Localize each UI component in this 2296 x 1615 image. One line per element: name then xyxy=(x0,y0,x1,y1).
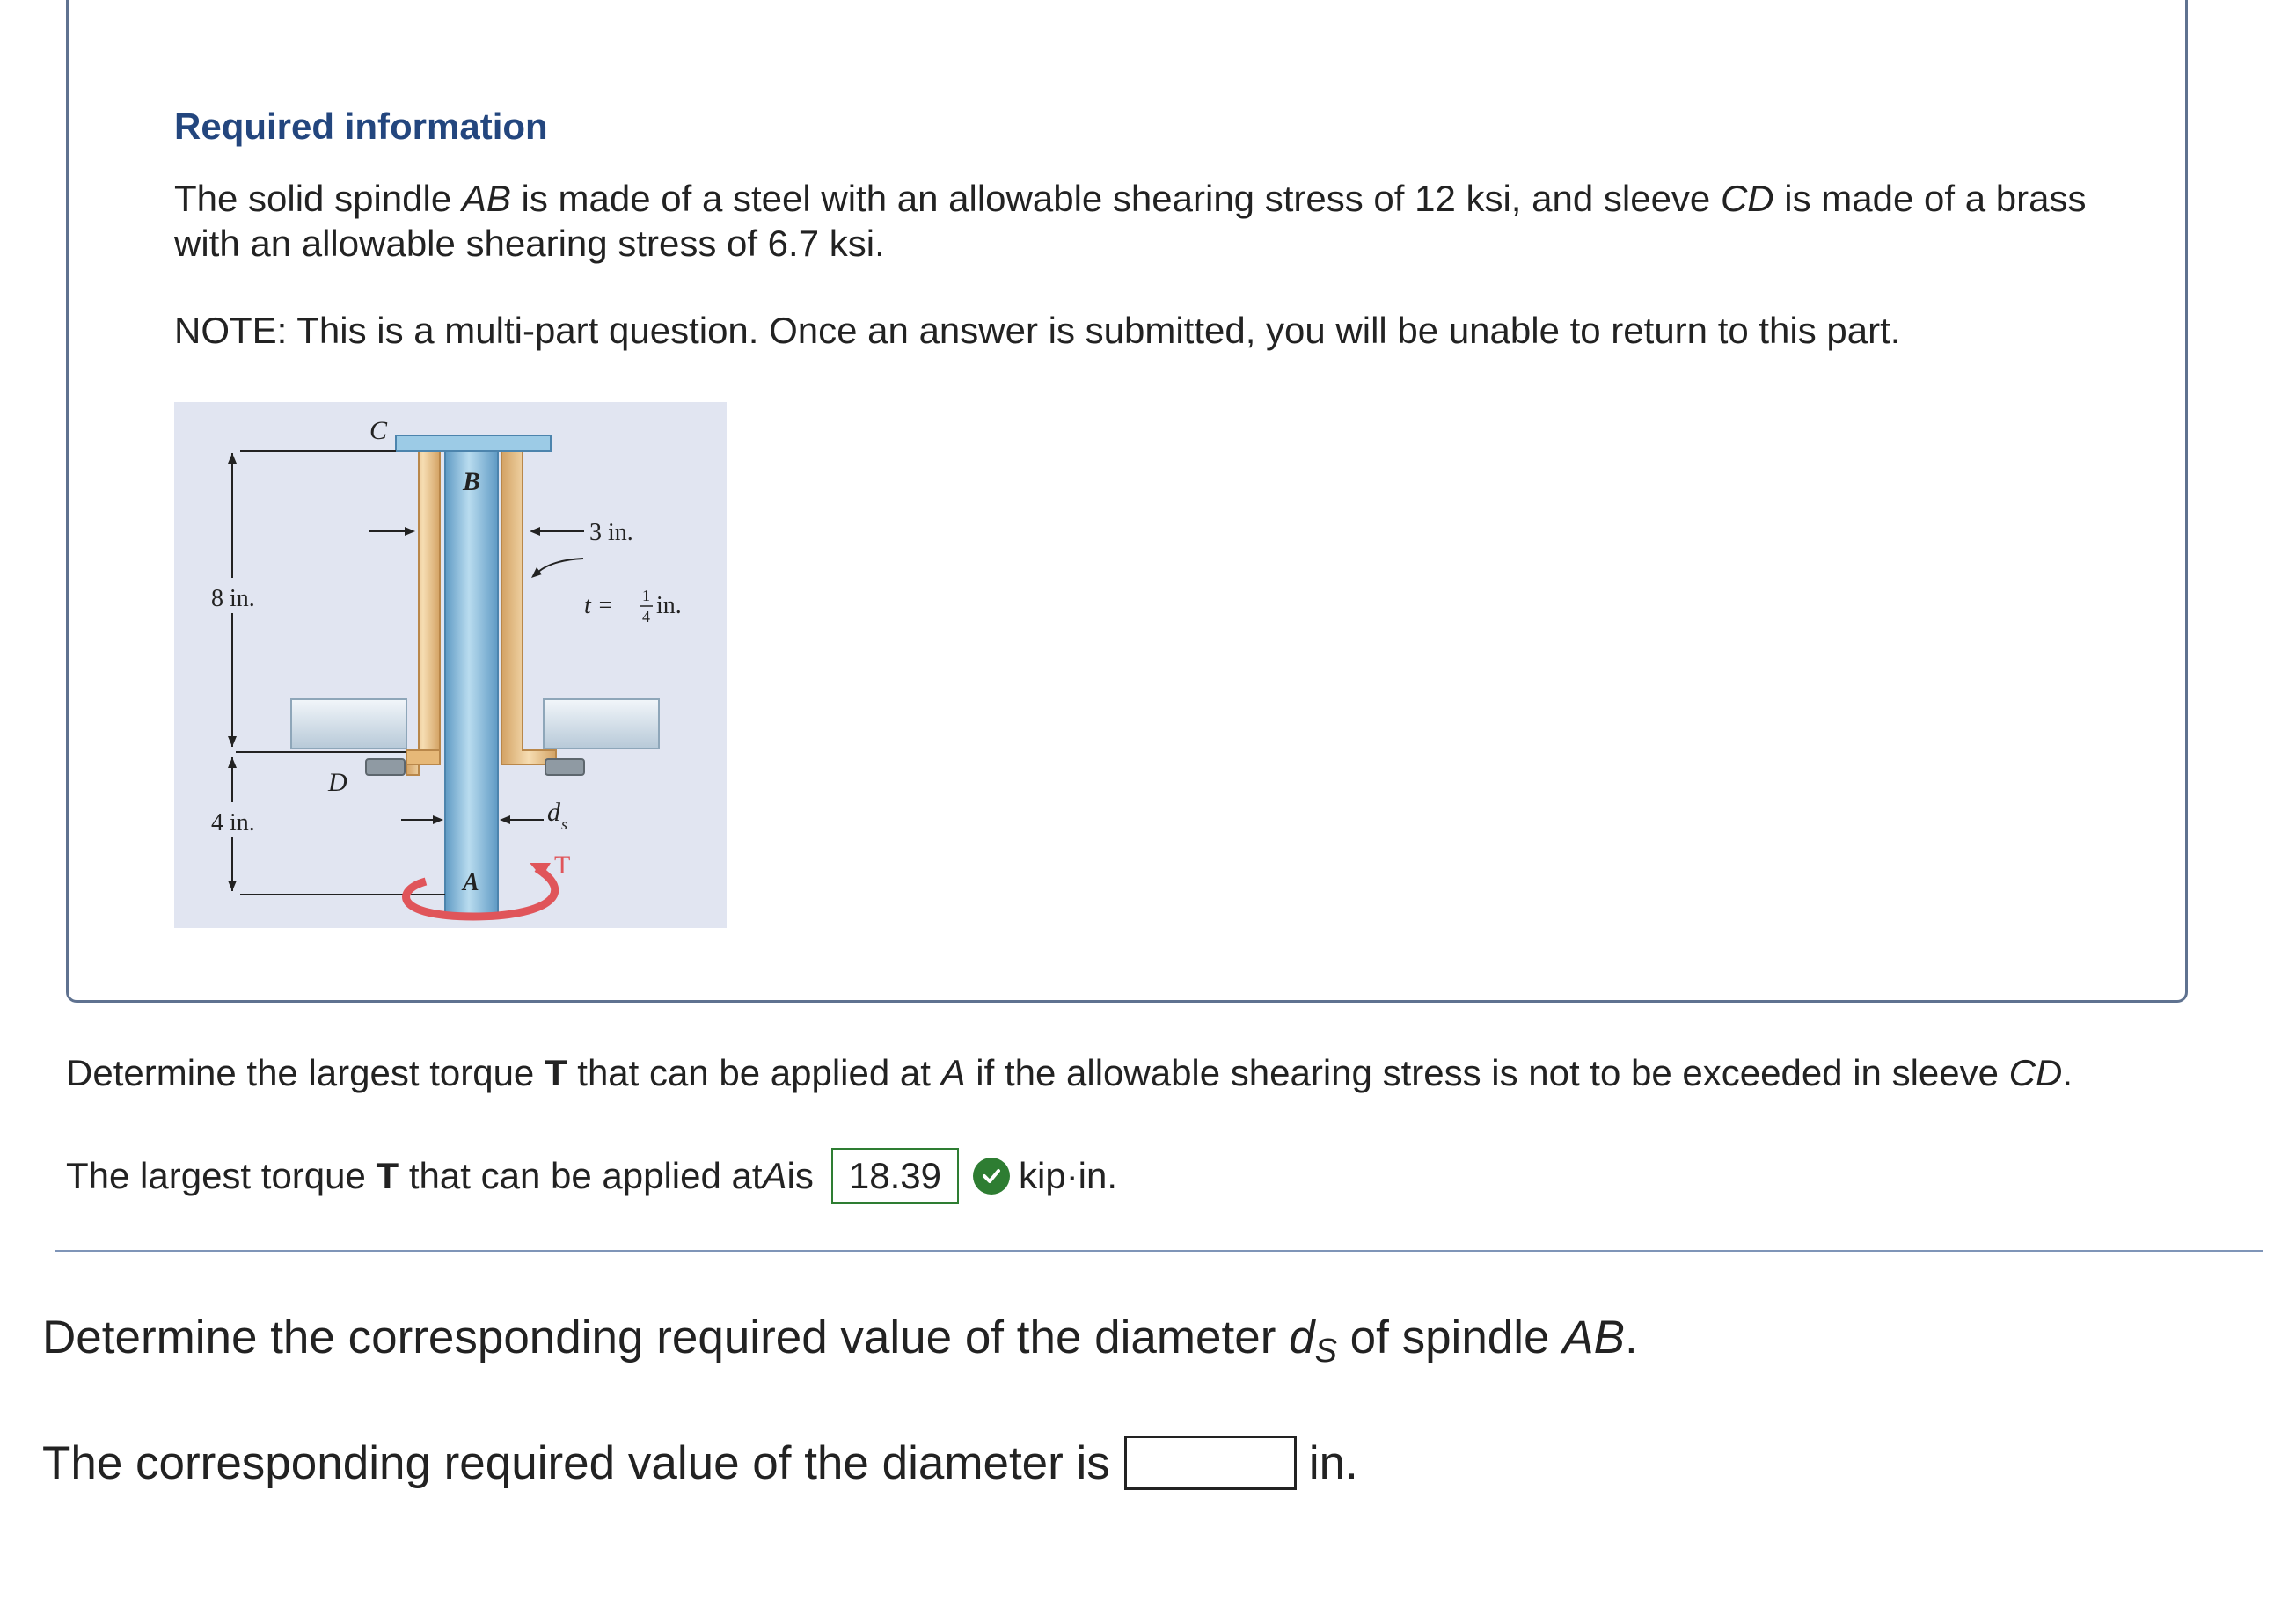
spindle-sleeve-figure xyxy=(174,402,727,928)
spindle-top-plate xyxy=(396,435,551,451)
q-diameter-subscript: S xyxy=(1314,1333,1337,1370)
correct-check-icon xyxy=(973,1158,1010,1195)
intro-text: The solid spindle xyxy=(174,178,462,219)
dim-8in: 8 in. xyxy=(211,585,255,612)
left-bolt xyxy=(366,759,405,775)
part1-answer-unit: kip·in. xyxy=(1019,1155,1118,1196)
q-text: Determine the corresponding required value of the diameter xyxy=(42,1312,1290,1363)
q-diameter-symbol: d xyxy=(1289,1312,1315,1363)
sleeve-left xyxy=(406,451,440,775)
intro-cd: CD xyxy=(1720,178,1774,219)
q-spindle-ab: AB xyxy=(1562,1312,1625,1363)
part2-answer-unit: in. xyxy=(1308,1436,1358,1489)
q-text: if the allowable shearing stress is not to be exceeded in sleeve xyxy=(965,1052,2009,1093)
label-c: C xyxy=(369,416,388,445)
sleeve-left-flange xyxy=(406,750,440,764)
q-text: Determine the largest torque xyxy=(66,1052,545,1093)
diameter-answer-input[interactable] xyxy=(1124,1436,1297,1490)
thickness-num: 1 xyxy=(642,587,650,604)
thickness-t: t = xyxy=(584,592,614,619)
part1-question xyxy=(66,1052,2073,1094)
label-d: D xyxy=(328,768,347,797)
q-point-a: A xyxy=(940,1052,966,1093)
problem-statement xyxy=(174,176,2136,266)
label-ds: d xyxy=(547,798,560,827)
part2-answer-row xyxy=(42,1436,1358,1490)
thickness-unit: in. xyxy=(656,592,682,619)
a-text: The largest torque xyxy=(66,1155,366,1196)
q-text: . xyxy=(1624,1312,1638,1363)
a-point-a: A xyxy=(762,1155,787,1196)
dim-4in: 4 in. xyxy=(211,809,255,837)
part2-question xyxy=(42,1311,1638,1370)
thickness-den: 4 xyxy=(642,608,650,625)
a-text: is xyxy=(786,1155,814,1196)
intro-text: is made of a steel with an allowable shearing stress of 12 ksi, and sleeve xyxy=(510,178,1721,219)
left-support-plate xyxy=(291,699,406,749)
label-torque: T xyxy=(554,851,571,880)
q-torque-symbol: T xyxy=(544,1052,567,1093)
label-ds-sub: s xyxy=(561,815,568,833)
spindle-ab xyxy=(445,451,498,917)
section-divider xyxy=(55,1250,2263,1252)
figure-svg xyxy=(174,402,727,928)
part1-answer-value: 18.39 xyxy=(831,1148,959,1204)
intro-text: is made of a brass with an allowable shearing stress of 6.7 ksi. xyxy=(174,178,2087,264)
a-torque-symbol: T xyxy=(376,1155,399,1196)
label-a: A xyxy=(463,869,479,896)
required-info-title: Required information xyxy=(174,106,548,147)
label-b: B xyxy=(463,467,481,496)
q-text: of spindle xyxy=(1336,1312,1563,1363)
multi-part-note: NOTE: This is a multi-part question. Once an answer is submitted, you will be unable to return to this part. xyxy=(174,310,1901,351)
q-text: that can be applied at xyxy=(567,1052,941,1093)
a-text: that can be applied at xyxy=(408,1155,763,1196)
right-support-plate xyxy=(544,699,659,749)
right-bolt xyxy=(545,759,584,775)
q-text: . xyxy=(2062,1052,2073,1093)
intro-ab: AB xyxy=(461,178,511,219)
dim-3in: 3 in. xyxy=(589,519,633,546)
part1-answer-row xyxy=(66,1148,1117,1204)
a-text: The corresponding required value of the diameter is xyxy=(42,1436,1110,1489)
q-sleeve-cd: CD xyxy=(2008,1052,2063,1093)
